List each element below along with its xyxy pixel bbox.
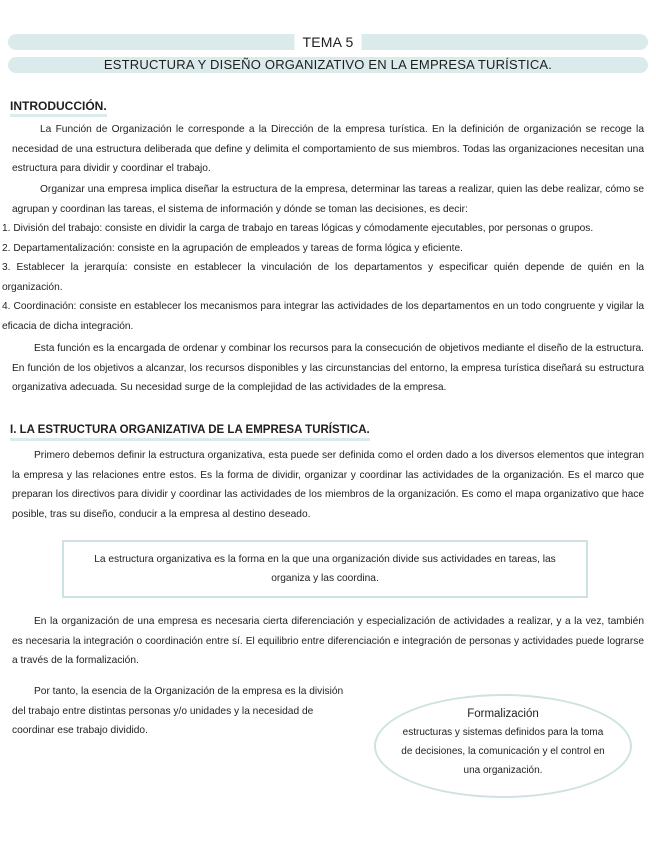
intro-p1-text: La Función de Organización le corresponde a la Dirección de la empresa turística. En la definición de organización se recoge la necesidad de una estructura deliberada que define y delimita el comportamiento de sus miembros. Todas las organizaciones necesitan una estructura para dividir y coordinar el trabajo.	[12, 124, 644, 175]
section1-p3-text: Por tanto, la esencia de la Organización de la empresa es la división del trabajo entre distintas personas y/o unidades y la necesidad de coordinar ese trabajo dividido.	[12, 686, 344, 737]
intro-paragraph-3	[12, 339, 644, 398]
intro-p2-text: Organizar una empresa implica diseñar la estructura de la empresa, determinar las tareas a realizar, quien las debe realizar, cómo se agrupan y coordinan las tareas, el sistema de información y dónde se toman las decisiones, es decir:	[12, 184, 644, 215]
list-item: 4. Coordinación: consiste en establecer los mecanismos para integrar las actividades de los departamentos en un todo congruente y vigilar la eficacia de dicha integración.	[2, 301, 644, 332]
tema-band	[8, 34, 648, 50]
intro-paragraph-1	[12, 120, 644, 179]
section1-heading: I. LA ESTRUCTURA ORGANIZATIVA DE LA EMPRESA TURÍSTICA.	[10, 423, 370, 441]
formalizacion-body: estructuras y sistemas definidos para la toma de decisiones, la comunicación y el control en una organización.	[401, 727, 605, 776]
intro-heading: INTRODUCCIÓN.	[10, 99, 107, 117]
definition-box	[62, 540, 588, 598]
section1-p2-text: En la organización de una empresa es necesaria cierta diferenciación y especialización de actividades a realizar, y a la vez, también es necesaria la integración o coordinación entre sí. El equilibrio entre diferenciación e integración de personas y actividades puede lograrse a través de la formalización.	[12, 616, 644, 667]
intro-p3-text: Esta función es la encargada de ordenar y combinar los recursos para la consecución de objetivos mediante el diseño de la estructura. En función de los objetivos a alcanzar, los recursos disponibles y las circunstancias del entorno, la empresa turística diseñará su estructura organizativa adecuada. Su necesidad surge de la complejidad de las actividades de la empresa.	[12, 343, 644, 394]
list-item: 2. Departamentalización: consiste en la agrupación de empleados y tareas de forma lógica y eficiente.	[2, 242, 463, 254]
intro-paragraph-2	[12, 180, 644, 219]
document-title: ESTRUCTURA Y DISEÑO ORGANIZATIVO EN LA EMPRESA TURÍSTICA.	[103, 57, 553, 72]
list-item: 1. División del trabajo: consiste en dividir la carga de trabajo en tareas lógicas y cómodamente ejecutables, por personas o grupos.	[2, 223, 594, 234]
list-item: 3. Establecer la jerarquía: consiste en establecer la vinculación de los departamentos y especificar quién depende de quién en la organización.	[2, 262, 644, 293]
section1-p1-text: Primero debemos definir la estructura organizativa, esta puede ser definida como el orden dado a los diversos elementos que integran la empresa y las relaciones entre estos. Es la forma de dividir, organizar y coordinar las actividades de la organización. Es el marco que preparan los directivos para dividir y coordinar las actividades de los miembros de la organización. Es como el mapa organizativo que hace posible, tras su diseño, conducir a la empresa al destino deseado.	[12, 450, 644, 520]
intro-list	[2, 219, 644, 337]
section1-paragraph-2	[12, 612, 644, 671]
formalizacion-ellipse	[374, 694, 632, 798]
title-band	[8, 57, 648, 73]
tema-label: TEMA 5	[295, 33, 362, 51]
section1-paragraph-1	[12, 446, 644, 524]
definition-text: La estructura organizativa es la forma en la que una organización divide sus actividades en tareas, las organiza y las coordina.	[94, 554, 556, 584]
section1-paragraph-3	[12, 682, 356, 741]
formalizacion-title: Formalización	[467, 708, 539, 720]
